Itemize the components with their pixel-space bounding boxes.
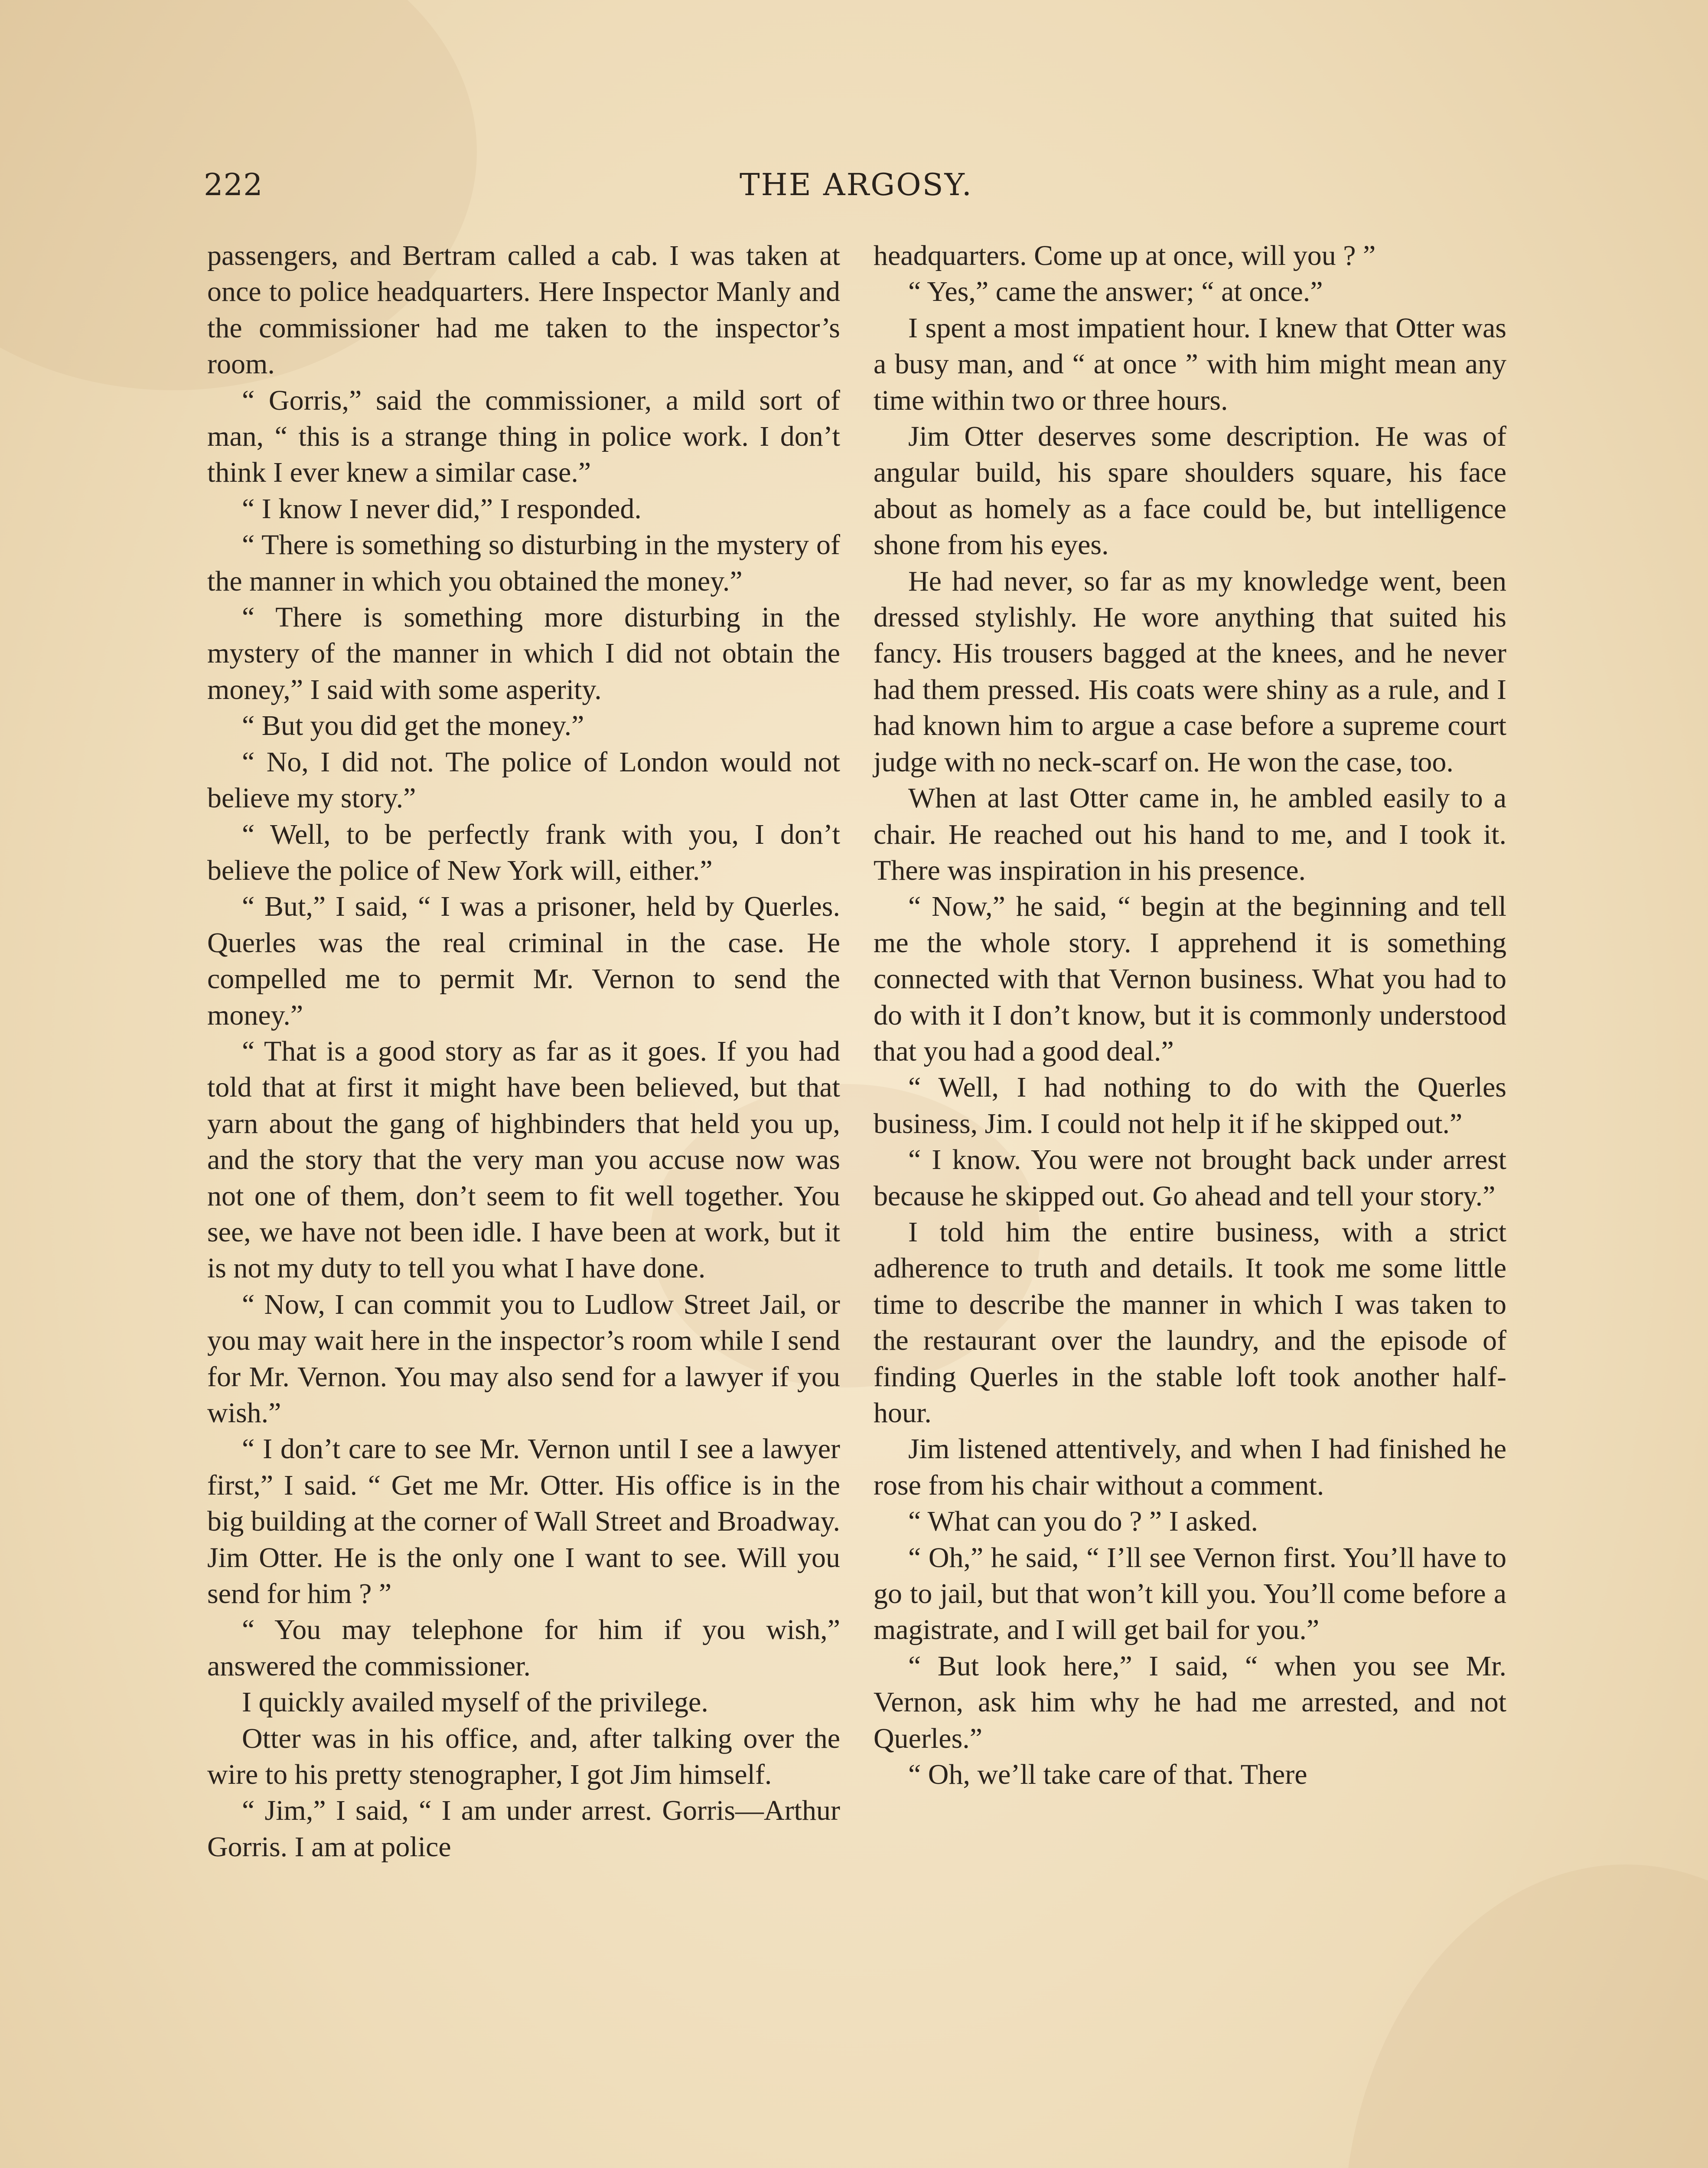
paragraph: “ Oh, we’ll take care of that. There [908, 1759, 1307, 1791]
paragraph: “ Now, I can commit you to Ludlow Street Jail, or you may wait here in the inspector’s room while I send for Mr. Vernon. You may also send for a lawyer if you wish.” [207, 1288, 840, 1429]
paragraph: “ Jim,” I said, “ I am under arrest. Gorris—Arthur Gorris. I am at police [207, 1795, 840, 1863]
paragraph: “ No, I did not. The police of London would not believe my story.” [207, 746, 840, 814]
paragraph: “ But look here,” I said, “ when you see Mr. Vernon, ask him why he had me arrested, and not Querles.” [874, 1650, 1506, 1754]
paragraph: “ Well, I had nothing to do with the Querles business, Jim. I could not help it if he skipped out.” [874, 1071, 1506, 1140]
paragraph: headquarters. Come up at once, will you ? ” [874, 240, 1376, 271]
paragraph: “ There is something so disturbing in the mystery of the manner in which you obtained the money.” [207, 529, 840, 597]
journal-title: THE ARGOSY. [739, 167, 973, 202]
paragraph: “ But,” I said, “ I was a prisoner, held by Querles. Querles was the real criminal in the case. He compelled me to permit Mr. Vernon to send the money.” [207, 891, 840, 1031]
paragraph: When at last Otter came in, he ambled easily to a chair. He reached out his hand to me, and I took it. There was inspiration in his presence. [874, 782, 1506, 886]
page-number: 222 [204, 167, 263, 202]
paragraph: “ That is a good story as far as it goes. If you had told that at first it might have been believed, but that yarn about the gang of highbinders that held you up, and the story that the very man you accuse now was not one of them, don’t seem to fit well together. You see, we have not been idle. I have been at work, but it is not my duty to tell you what I have done. [207, 1035, 840, 1284]
running-head [204, 167, 1509, 210]
paragraph: I quickly availed myself of the privilege. [242, 1686, 708, 1718]
paragraph: “ Yes,” came the answer; “ at once.” [908, 276, 1323, 308]
paragraph: I told him the entire business, with a strict adherence to truth and details. It took me some little time to describe the manner in which I was taken to the restaurant over the laundry, and the episode of finding Querles in the stable loft took another half-hour. [874, 1216, 1506, 1429]
paragraph: “ I don’t care to see Mr. Vernon until I see a lawyer first,” I said. “ Get me Mr. Otter. His office is in the big building at the corner of Wall Street and Broadway. Jim Otter. He is the only one I want to see. Will you send for him ? ” [207, 1433, 840, 1610]
right-text-column [874, 238, 1506, 1793]
left-text-column [207, 238, 840, 1865]
paragraph: “ You may telephone for him if you wish,” answered the commissioner. [207, 1614, 840, 1682]
paragraph: “ Oh,” he said, “ I’ll see Vernon first. You’ll have to go to jail, but that won’t kill you. You’ll come before a magistrate, and I will get bail for you.” [874, 1541, 1506, 1646]
paragraph: “ Now,” he said, “ begin at the beginning and tell me the whole story. I apprehend it is something connected with that Vernon business. What you had to do with it I don’t know, but it is commonly understood that you had a good deal.” [874, 891, 1506, 1067]
paragraph: “ I know I never did,” I responded. [242, 493, 642, 525]
paper-stain [1344, 1864, 1708, 2168]
paragraph: “ I know. You were not brought back under arrest because he skipped out. Go ahead and tell your story.” [874, 1144, 1506, 1212]
paragraph: I spent a most impatient hour. I knew that Otter was a busy man, and “ at once ” with him might mean any time within two or three hours. [874, 312, 1506, 416]
paragraph: “ There is something more disturbing in the mystery of the manner in which I did not obtain the money,” I said with some asperity. [207, 601, 840, 705]
paragraph: “ Well, to be perfectly frank with you, I don’t believe the police of New York will, either.” [207, 818, 840, 886]
paragraph: “ What can you do ? ” I asked. [908, 1505, 1258, 1538]
paragraph: passengers, and Bertram called a cab. I was taken at once to police headquarters. Here Inspector Manly and the commissioner had me taken to the inspector’s room. [207, 240, 840, 380]
paragraph: Jim Otter deserves some description. He was of angular build, his spare shoulders square, his face about as homely as a face could be, but intelligence shone from his eyes. [874, 421, 1506, 561]
paragraph: He had never, so far as my knowledge went, been dressed stylishly. He wore anything that suited his fancy. His trousers bagged at the knees, and he never had them pressed. His coats were shiny as a rule, and I had known him to argue a case before a supreme court judge with no neck-scarf on. He won the case, too. [874, 565, 1506, 778]
paragraph: Otter was in his office, and, after talking over the wire to his pretty stenographer, I got Jim himself. [207, 1722, 840, 1791]
paragraph: Jim listened attentively, and when I had finished he rose from his chair without a comment. [874, 1433, 1506, 1501]
paragraph: “ But you did get the money.” [242, 710, 584, 742]
paragraph: “ Gorris,” said the commissioner, a mild sort of man, “ this is a strange thing in police work. I don’t think I ever knew a similar case.” [207, 384, 840, 489]
